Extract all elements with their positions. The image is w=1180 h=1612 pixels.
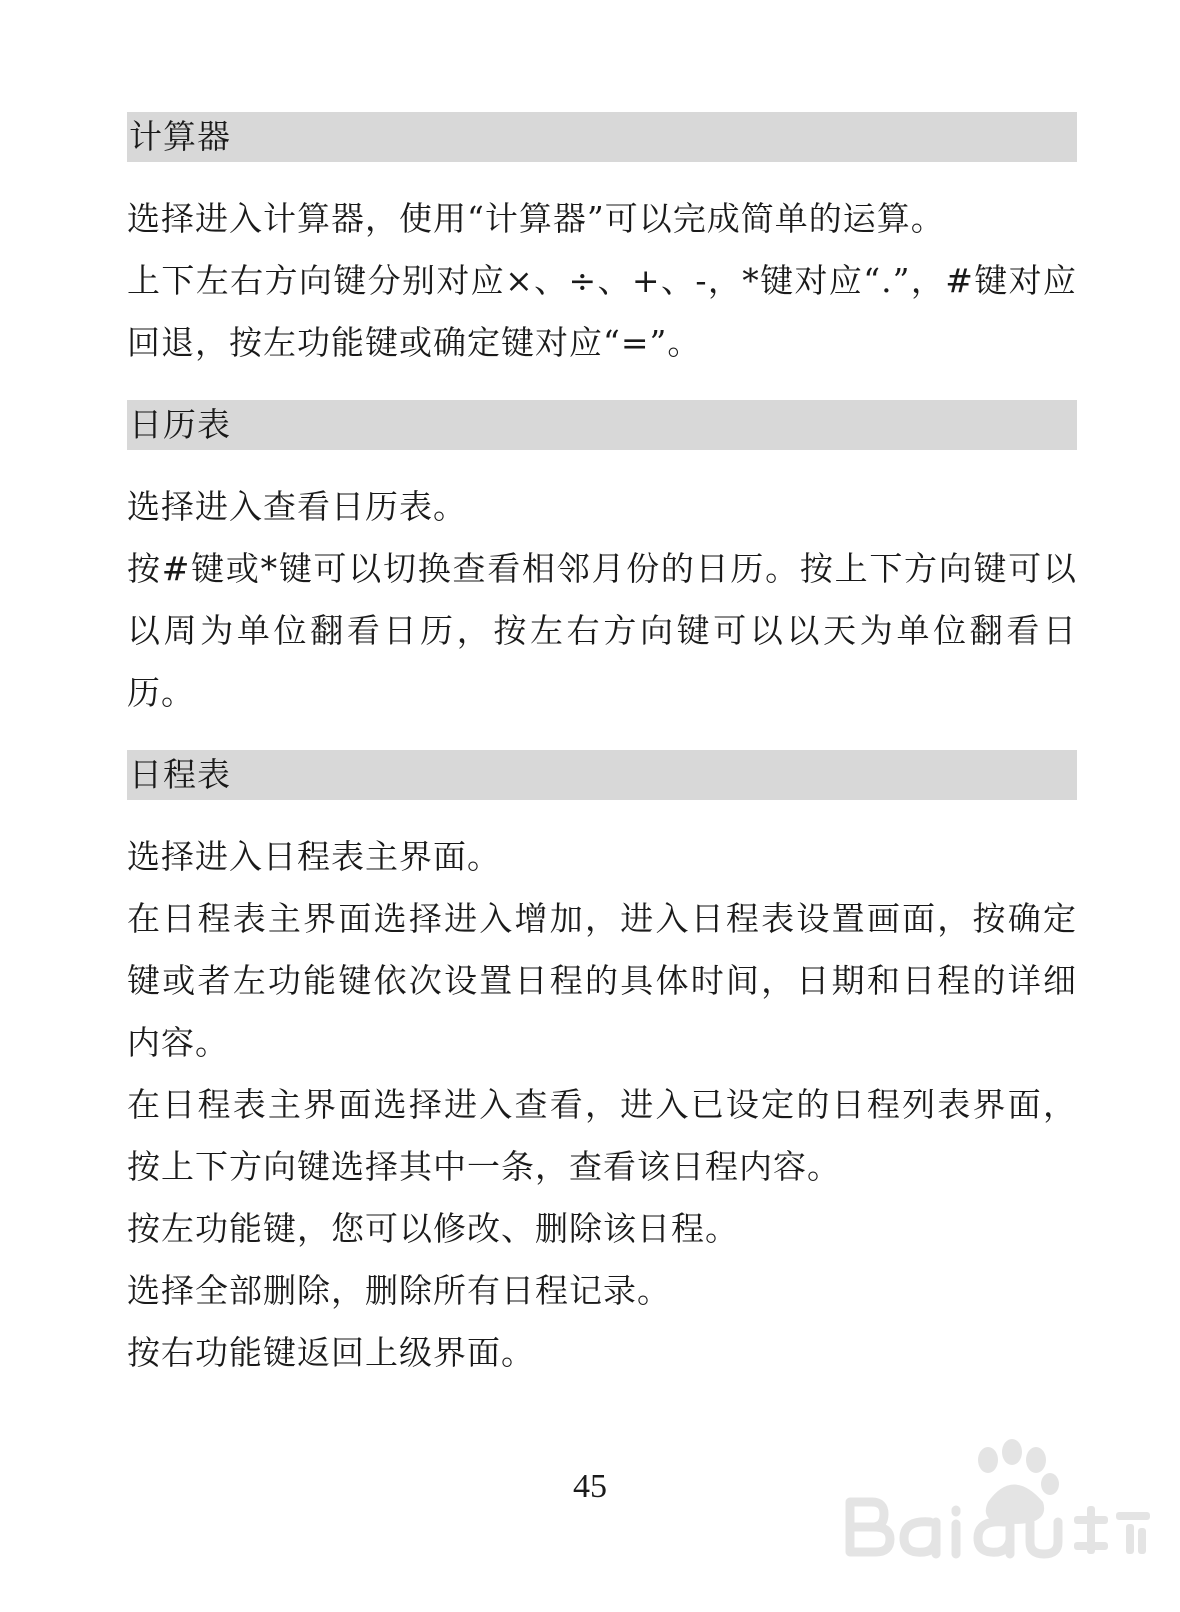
section-body-calculator	[127, 188, 1077, 374]
paragraph: 按左功能键，您可以修改、删除该日程。	[127, 1209, 739, 1248]
paragraph: 按#键或*键可以切换查看相邻月份的日历。按上下方向键可以以周为单位翻看日历，按左右方向键可以以天为单位翻看日历。	[127, 549, 1077, 712]
section-title-calculator: 计算器	[127, 112, 1077, 162]
paragraph: 选择进入日程表主界面。	[127, 837, 501, 876]
document-page	[127, 112, 1077, 1410]
section-calculator	[127, 112, 1077, 374]
paragraph: 在日程表主界面选择进入增加，进入日程表设置画面，按确定键或者左功能键依次设置日程的具体时间，日期和日程的详细内容。	[127, 899, 1077, 1062]
section-title-schedule: 日程表	[127, 750, 1077, 800]
section-body-calendar	[127, 476, 1077, 724]
section-calendar	[127, 400, 1077, 724]
paragraph: 选择进入查看日历表。	[127, 487, 467, 526]
paragraph: 上下左右方向键分别对应×、÷、+、-，*键对应“.”，#键对应回退，按左功能键或确定键对应“=”。	[127, 261, 1077, 362]
paw-logo-icon	[838, 1432, 1158, 1602]
section-schedule	[127, 750, 1077, 1384]
paragraph: 选择全部删除，删除所有日程记录。	[127, 1271, 671, 1310]
paragraph: 按右功能键返回上级界面。	[127, 1333, 535, 1372]
paragraph: 选择进入计算器，使用“计算器”可以完成简单的运算。	[127, 199, 945, 238]
page-number: 45	[573, 1468, 607, 1505]
paragraph: 在日程表主界面选择进入查看，进入已设定的日程列表界面，按上下方向键选择其中一条，查看该日程内容。	[127, 1085, 1077, 1186]
baidu-jingyan-watermark	[838, 1432, 1158, 1602]
section-title-calendar: 日历表	[127, 400, 1077, 450]
section-body-schedule	[127, 826, 1077, 1384]
